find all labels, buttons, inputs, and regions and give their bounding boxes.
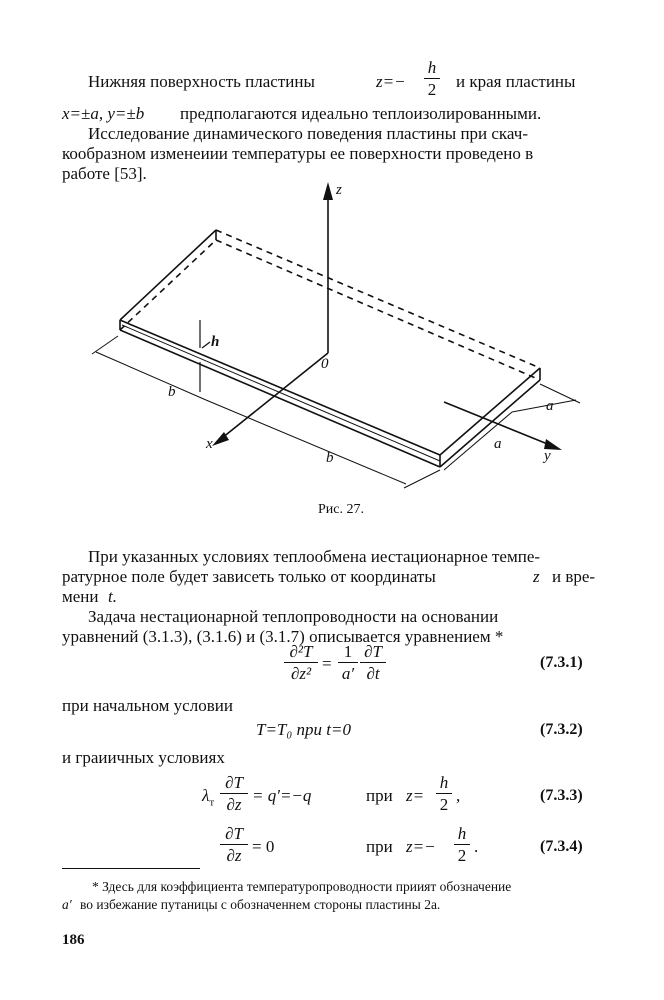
math-z: z=−: [376, 72, 406, 91]
eq4-when: при: [366, 837, 393, 856]
eq3-z: z=: [406, 786, 425, 805]
figure-caption: Рис. 27.: [318, 502, 364, 517]
a-dimension-line: [444, 412, 512, 470]
plate-bottom-right-edge: [440, 380, 540, 467]
eq3-derivative: ∂T ∂z: [220, 773, 248, 814]
text-line: при начальном условии: [62, 696, 233, 715]
footnote-line: во избежание путаницы с обозначеннем стороны пластины 2a.: [80, 897, 441, 912]
eq3-lambda: $\lambda_т$: [202, 786, 215, 809]
eq2-expression: T=T₀ при t=0: [256, 720, 351, 739]
eq3-value: = q′=−q: [252, 786, 312, 805]
eq1-rhs: ∂T ∂t: [360, 642, 386, 683]
eq3-when: при: [366, 786, 393, 805]
punctuation: .: [474, 837, 479, 856]
text-line: Исследование динамического поведения пластины при скач-: [88, 124, 529, 143]
text-line: и граиичных условиях: [62, 748, 225, 767]
x-axis: [222, 353, 328, 438]
footnote-symbol: a′: [62, 897, 72, 912]
footnote-line: * Здесь для коэффициента температуропроводности приият обозначение: [92, 879, 512, 894]
text-line: уравнений (3.1.3), (3.1.6) и (3.1.7) описывается уравнением *: [62, 627, 504, 646]
label-h: h: [211, 334, 220, 350]
label-b: b: [326, 450, 334, 466]
eq1-lhs: ∂²T ∂z²: [284, 642, 318, 683]
eq4-z: z=−: [406, 837, 436, 856]
eq4-fraction: h 2: [454, 824, 470, 865]
eq4-value: = 0: [252, 837, 275, 856]
equation-number: (7.3.4): [540, 838, 583, 855]
a-dimension-line: [512, 400, 576, 412]
equation-number: (7.3.3): [540, 787, 583, 804]
text-line: Задача нестационарной теплопроводности на основании: [88, 607, 499, 626]
h-leader: [202, 342, 210, 348]
eq4-derivative: ∂T ∂z: [220, 824, 248, 865]
text-line: мени: [62, 587, 99, 606]
b-dimension-line: [206, 400, 406, 484]
plate-hidden-edge: [216, 240, 540, 380]
label-a: a: [546, 398, 554, 414]
z-axis-arrow: [323, 182, 333, 200]
equation-number: (7.3.2): [540, 721, 583, 738]
label-a: a: [494, 436, 502, 452]
label-origin: 0: [321, 356, 329, 372]
text-line: кообразном изменеиии температуры ее поверхности проведено в: [62, 144, 534, 163]
plate-top-right-edge: [440, 368, 540, 455]
math-z: z: [533, 567, 540, 586]
label-b: b: [168, 384, 176, 400]
label-z: z: [336, 182, 342, 198]
text-line: Нижняя поверхность пластины: [88, 72, 315, 91]
eq3-fraction: h 2: [436, 773, 452, 814]
extension-line: [404, 470, 440, 488]
eq1-equals: =: [322, 654, 332, 673]
text-line: и вре-: [552, 567, 596, 586]
eq1-coef: 1 a′: [338, 642, 358, 683]
plate-top-back-edge: [216, 230, 540, 368]
plate-hidden-edge: [120, 240, 216, 330]
fraction-h-over-2: h 2: [424, 58, 440, 99]
equation-number: (7.3.1): [540, 654, 583, 671]
page-number: 186: [62, 932, 85, 948]
text-line: ратурное поле будет зависеть только от координаты: [62, 567, 436, 586]
plate-diagram: [0, 170, 664, 500]
math-bounds: x=±a, y=±b: [62, 104, 145, 123]
text-line: При указанных условиях теплообмена иестационарное темпе-: [88, 547, 541, 566]
math-t: t.: [108, 587, 117, 606]
text-line: работе [53].: [62, 164, 147, 183]
extension-line: [92, 336, 118, 354]
footnote-rule: [62, 868, 200, 869]
label-x: x: [206, 436, 213, 452]
text-line: и края пластины: [456, 72, 576, 91]
plate-top-left-edge: [120, 230, 216, 320]
text-line: предполагаются идеально теплоизолированными.: [180, 104, 542, 123]
punctuation: ,: [456, 786, 461, 805]
label-y: y: [544, 448, 551, 464]
